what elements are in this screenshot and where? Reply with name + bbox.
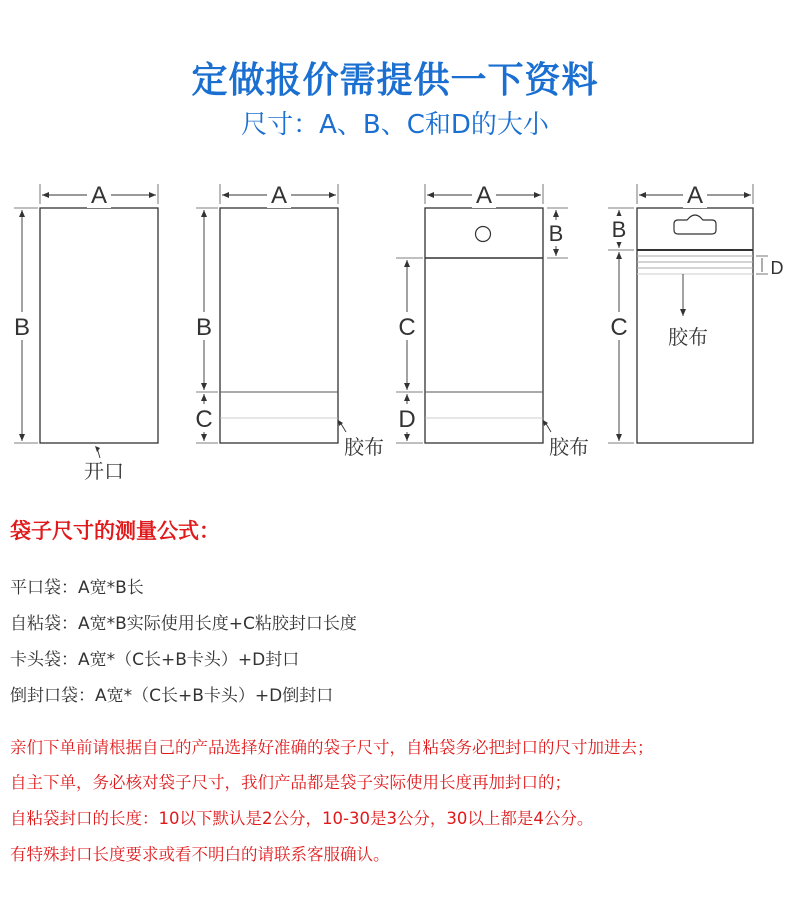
- reverse-seal-bag: [608, 182, 784, 443]
- label-a: A: [270, 182, 288, 209]
- self-adhesive-bag: [193, 182, 384, 459]
- label-a: A: [475, 182, 493, 209]
- label-c: C: [398, 314, 416, 341]
- formula-flat-bag: 平口袋：A宽*B长: [10, 578, 144, 598]
- page-title: 定做报价需提供一下资料: [191, 60, 599, 101]
- label-b: B: [611, 217, 627, 242]
- label-b: B: [548, 221, 564, 246]
- note-3: 自粘袋封口的长度：10以下默认是2公分，10-30是3公分，30以上都是4公分。: [10, 809, 594, 828]
- note-1: 亲们下单前请根据自己的产品选择好准确的袋子尺寸，自粘袋务必把封口的尺寸加进去；: [10, 738, 654, 757]
- label-d: D: [398, 406, 416, 433]
- tape-label: 胶布: [344, 437, 384, 459]
- hang-hole: [476, 227, 491, 242]
- opening-label: 开口: [84, 461, 124, 483]
- bag-dimension-diagram: [0, 170, 790, 490]
- self-adhesive-bag-body: [220, 208, 338, 443]
- note-4: 有特殊封口长度要求或看不明白的请联系客服确认。: [10, 845, 390, 864]
- tape-label: 胶布: [668, 327, 708, 349]
- formula-section-title: 袋子尺寸的测量公式：: [10, 519, 220, 543]
- formula-header-card-bag: 卡头袋：A宽*（C长+B卡头）+D封口: [10, 650, 300, 670]
- header-card-bag-body: [425, 208, 543, 443]
- flat-bag-body: [40, 208, 158, 443]
- label-b: B: [195, 314, 213, 341]
- header-card-bag: [396, 182, 589, 459]
- flat-bag: [12, 182, 158, 483]
- reverse-seal-bag-body: [637, 208, 753, 443]
- label-d: D: [770, 258, 784, 278]
- note-2: 自主下单，务必核对袋子尺寸，我们产品都是袋子实际使用长度再加封口的；: [10, 773, 571, 792]
- label-a: A: [90, 182, 108, 209]
- label-c: C: [195, 406, 213, 433]
- formula-self-adhesive-bag: 自粘袋：A宽*B实际使用长度+C粘胶封口长度: [10, 614, 357, 634]
- page-subtitle: 尺寸：A、B、C和D的大小: [241, 110, 549, 140]
- label-b: B: [13, 314, 31, 341]
- formula-reverse-seal-bag: 倒封口袋：A宽*（C长+B卡头）+D倒封口: [10, 686, 334, 706]
- tape-label: 胶布: [549, 437, 589, 459]
- label-a: A: [686, 182, 704, 209]
- label-c: C: [610, 314, 628, 341]
